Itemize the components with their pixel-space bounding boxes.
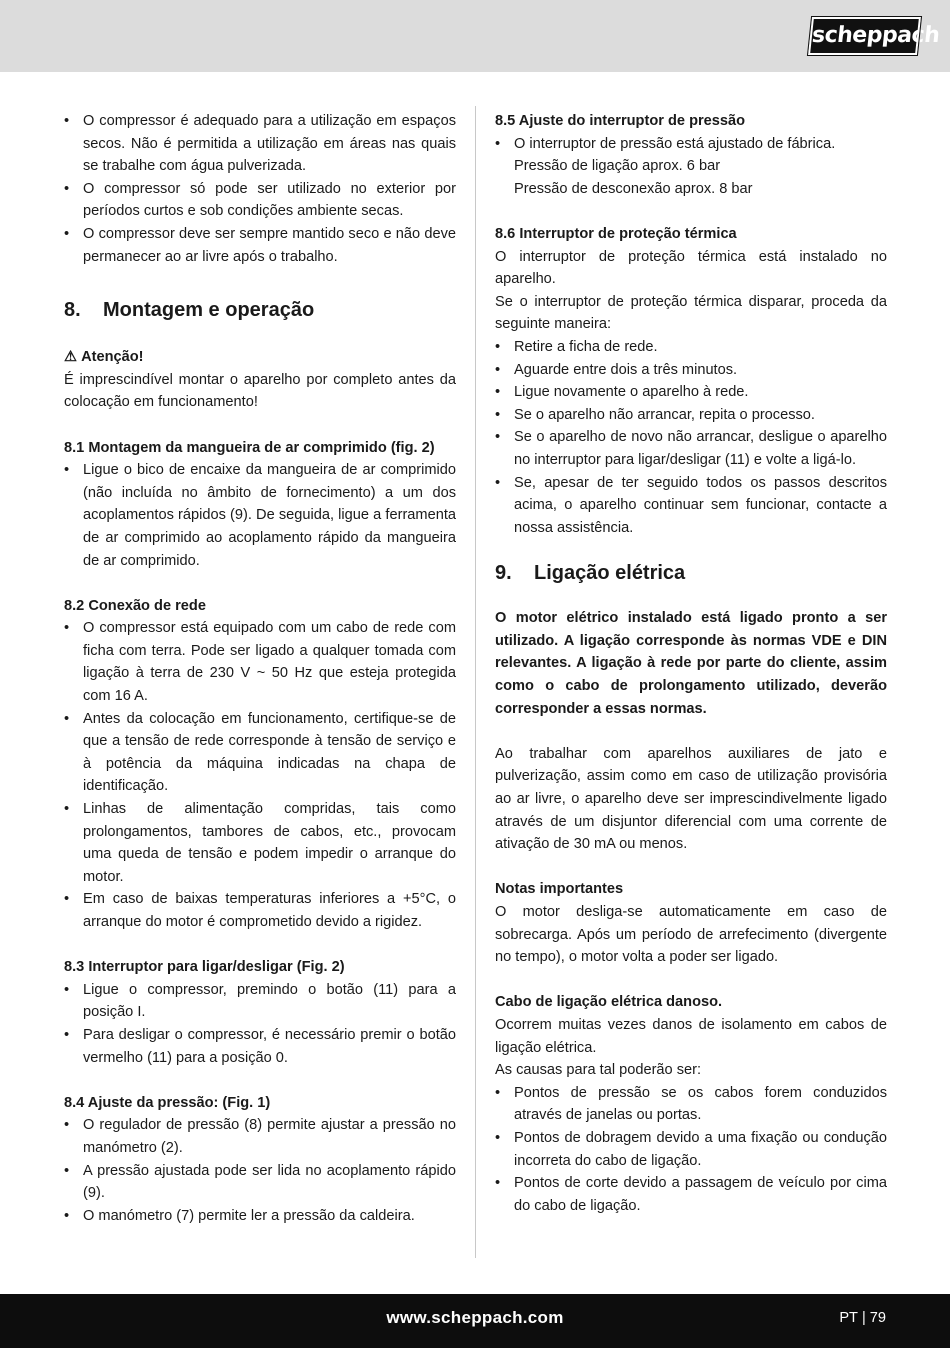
header-band	[0, 0, 950, 72]
section-title: Ligação elétrica	[534, 562, 686, 585]
list-item: • Se o aparelho não arrancar, repita o processo.	[495, 404, 887, 427]
list-item: • Se o aparelho de novo não arrancar, desligue o aparelho no interruptor para ligar/desligar (11) e volte a ligá-lo.	[495, 426, 887, 471]
list-item: • Ligue novamente o aparelho à rede.	[495, 381, 887, 404]
subsection-heading-8-1: 8.1 Montagem da mangueira de ar comprimido (fig. 2)	[64, 439, 435, 456]
list-item: • Aguarde entre dois a três minutos.	[495, 359, 887, 382]
notes-heading: Notas importantes	[495, 881, 624, 898]
brand-logo: scheppach	[808, 17, 921, 55]
warning-icon: ⚠	[64, 349, 78, 366]
language-code: PT	[839, 1310, 858, 1326]
intro-bullet-list	[64, 110, 456, 268]
paragraph: O interruptor de proteção térmica está instalado no aparelho.	[495, 248, 887, 288]
paragraph-bold: O motor elétrico instalado está ligado pronto a ser utilizado. A ligação corresponde às normas VDE e DIN relevantes. A ligação à rede por parte do cliente, assim como o cabo de prolongamento utilizado, deverão corresponder a essas normas.	[495, 610, 887, 717]
list-item: • O regulador de pressão (8) permite ajustar a pressão no manómetro (2).	[64, 1114, 456, 1159]
list-item: • Pontos de dobragem devido a uma fixação ou condução incorreta do cabo de ligação.	[495, 1127, 887, 1172]
list-item: • Ligue o compressor, premindo o botão (11) para a posição I.	[64, 979, 456, 1024]
list-item: • Antes da colocação em funcionamento, certifique-se de que a tensão de rede corresponde à tensão de serviço e à potência da máquina indicadas na chapa de identificação.	[64, 708, 456, 798]
section-number: 8.	[64, 299, 81, 322]
column-divider	[475, 106, 476, 1258]
list-item: • Pontos de corte devido a passagem de veículo por cima do cabo de ligação.	[495, 1172, 887, 1217]
section-heading-8	[64, 296, 456, 324]
subsection-heading-8-3: 8.3 Interruptor para ligar/desligar (Fig. 2)	[64, 959, 345, 976]
page-separator: |	[861, 1310, 866, 1326]
bullet-list-8-6	[495, 336, 887, 539]
subsection-heading-8-5: 8.5 Ajuste do interruptor de pressão	[495, 113, 746, 129]
list-item: • Retire a ficha de rede.	[495, 336, 887, 359]
paragraph: As causas para tal poderão ser:	[495, 1062, 702, 1079]
list-item-text: O interruptor de pressão está ajustado de fábrica.	[514, 135, 836, 152]
page-number	[839, 1310, 886, 1326]
bullet-list-8-1	[64, 459, 456, 572]
website-link[interactable]: www.scheppach.com	[386, 1308, 564, 1327]
right-column	[495, 110, 887, 1217]
bullet-list-8-5	[495, 133, 887, 201]
paragraph: O motor desliga-se automaticamente em caso de sobrecarga. Após um período de arrefecimento (divergente no tempo), o motor volta a poder ser ligado.	[495, 904, 887, 966]
bullet-list-cable	[495, 1082, 887, 1218]
section-number: 9.	[495, 562, 512, 585]
cable-heading: Cabo de ligação elétrica danoso.	[495, 994, 723, 1011]
list-item: • O compressor deve ser sempre mantido seco e não deve permanecer ao ar livre após o trabalho.	[64, 223, 456, 268]
warning-text: É imprescindível montar o aparelho por completo antes da colocação em funcionamento!	[64, 371, 456, 411]
page-index: 79	[869, 1310, 886, 1326]
list-item: • O compressor só pode ser utilizado no exterior por períodos curtos e sob condições ambiente secas.	[64, 178, 456, 223]
paragraph: Se o interruptor de proteção térmica disparar, proceda da seguinte maneira:	[495, 293, 887, 333]
list-item: • O compressor está equipado com um cabo de rede com ficha com terra. Pode ser ligado a qualquer tomada com ligação à terra de 230 V ~ 50 Hz que esteja protegida com 16 A.	[64, 617, 456, 707]
section-title: Montagem e operação	[103, 299, 315, 322]
list-item: • O manómetro (7) permite ler a pressão da caldeira.	[64, 1205, 456, 1228]
list-item-text: Pressão de ligação aprox. 6 bar	[514, 158, 721, 175]
list-item	[495, 133, 887, 201]
paragraph: Ao trabalhar com aparelhos auxiliares de jato e pulverização, assim como em caso de utilização provisória ao ar livre, o aparelho deve ser imprescindivelmente ligado através de um disjuntor diferencial com uma corrente de ativação de 30 mA ou menos.	[495, 745, 887, 853]
list-item: • A pressão ajustada pode ser lida no acoplamento rápido (9).	[64, 1160, 456, 1205]
list-item: • Linhas de alimentação compridas, tais como prolongamentos, tambores de cabos, etc., provocam uma queda de tensão e podem impedir o arranque do motor.	[64, 798, 456, 888]
subsection-heading-8-6: 8.6 Interruptor de proteção térmica	[495, 225, 737, 242]
subsection-heading-8-4: 8.4 Ajuste da pressão: (Fig. 1)	[64, 1094, 271, 1111]
list-item: • Em caso de baixas temperaturas inferiores a +5°C, o arranque do motor é comprometido devido a rigidez.	[64, 888, 456, 933]
warning-heading	[64, 346, 456, 369]
list-item: • O compressor é adequado para a utilização em espaços secos. Não é permitida a utilização em áreas nas quais se trabalhe com água pulverizada.	[64, 110, 456, 178]
list-item: • Se, apesar de ter seguido todos os passos descritos acima, o aparelho continuar sem funcionar, contacte a nossa assistência.	[495, 472, 887, 540]
subsection-heading-8-2: 8.2 Conexão de rede	[64, 597, 206, 614]
bullet-list-8-4	[64, 1114, 456, 1227]
list-item: • Para desligar o compressor, é necessário premir o botão vermelho (11) para a posição 0.	[64, 1024, 456, 1069]
list-item: • Ligue o bico de encaixe da mangueira de ar comprimido (não incluída no âmbito de fornecimento) a um dos acoplamentos rápidos (9). De seguida, ligue a ferramenta de ar comprimido ao acoplamento rápido da mangueira de ar comprimido.	[64, 459, 456, 572]
left-column	[64, 110, 456, 1227]
section-heading-9	[495, 559, 887, 587]
list-item: • Pontos de pressão se os cabos forem conduzidos através de janelas ou portas.	[495, 1082, 887, 1127]
paragraph: Ocorrem muitas vezes danos de isolamento em cabos de ligação elétrica.	[495, 1016, 887, 1056]
bullet-list-8-2	[64, 617, 456, 933]
warning-title: Atenção!	[81, 349, 144, 366]
bullet-list-8-3	[64, 979, 456, 1069]
list-item-text: Pressão de desconexão aprox. 8 bar	[514, 180, 753, 197]
